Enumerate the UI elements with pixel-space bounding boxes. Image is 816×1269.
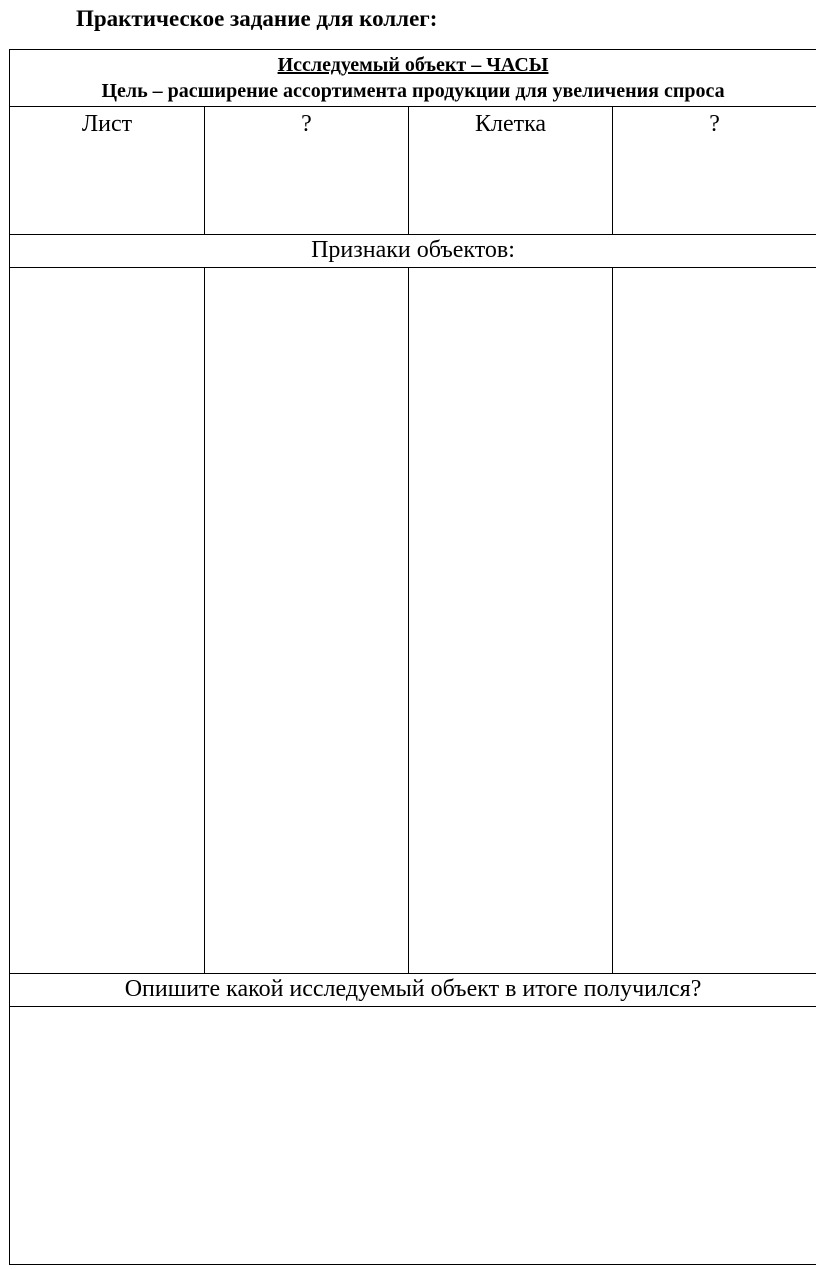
top-row [10, 107, 816, 235]
features-heading: Признаки объектов: [10, 235, 816, 268]
top-cell-label: Лист [81, 111, 133, 137]
answer-row [10, 1007, 816, 1265]
goal-line: Цель – расширение ассортимента продукции для увеличения спроса [101, 80, 725, 102]
worksheet-table [9, 49, 816, 1265]
object-line: Исследуемый объект – ЧАСЫ [277, 54, 549, 76]
feature-cell-1[interactable] [10, 268, 205, 974]
top-cell-2[interactable] [205, 107, 409, 235]
top-cell-4[interactable] [613, 107, 816, 235]
feature-cell-3[interactable] [409, 268, 613, 974]
top-cell-label: Клетка [474, 111, 547, 137]
header-row [10, 50, 816, 107]
describe-heading: Опишите какой исследуемый объект в итоге получился? [10, 974, 816, 1007]
top-cell-1[interactable] [10, 107, 205, 235]
describe-heading-row [10, 974, 816, 1007]
feature-cell-2[interactable] [205, 268, 409, 974]
top-cell-label: ? [709, 111, 720, 137]
header-cell [10, 50, 816, 107]
top-cell-3[interactable] [409, 107, 613, 235]
answer-cell[interactable] [10, 1007, 816, 1265]
features-heading-row [10, 235, 816, 268]
feature-cell-4[interactable] [613, 268, 816, 974]
top-cell-label: ? [301, 111, 312, 137]
page-title: Практическое задание для коллег: [76, 6, 438, 31]
features-row [10, 268, 816, 974]
